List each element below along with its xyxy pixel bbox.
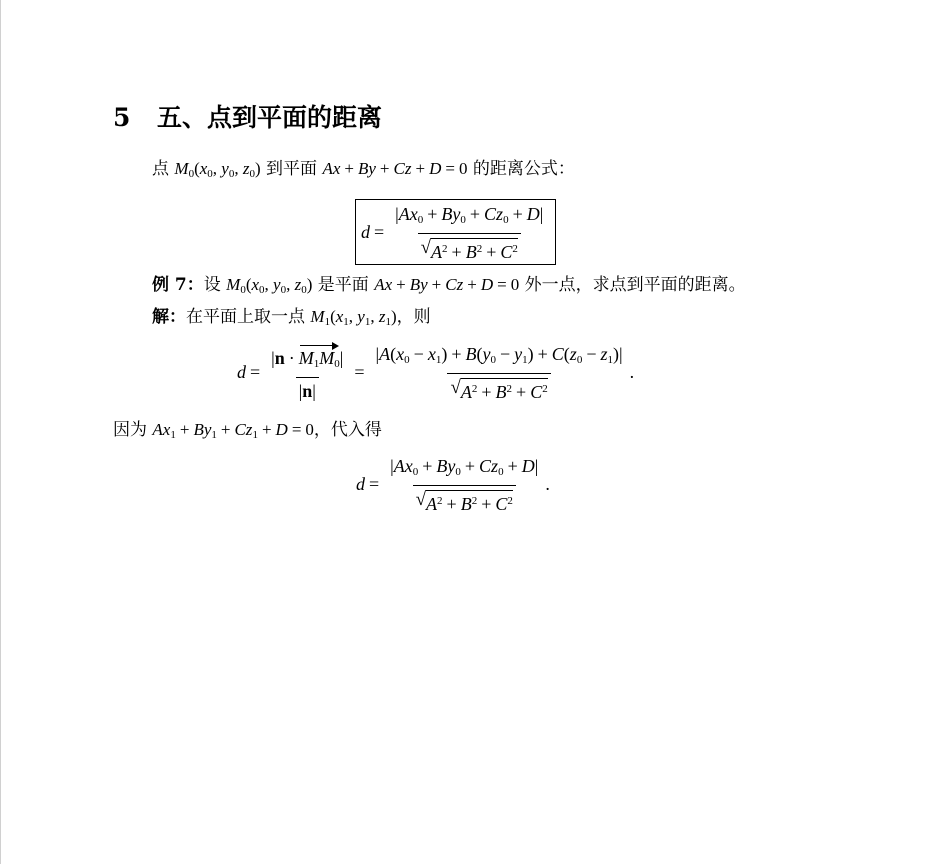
because-equation: $Ax_1 + By_1 + Cz_1 + D = 0$ [152,420,314,441]
point-m0: $M_0(x_0$, $y_0$, $z_0$) [174,159,261,180]
section-heading [113,98,382,138]
section-number: 5 [113,103,131,132]
example-setup-tail: 外一点，求点到平面的距离。 [524,275,746,295]
solution-label: 解： [152,307,186,327]
example-setup-prefix: 设 [203,275,221,295]
intro-line [152,157,575,186]
because-line [113,418,382,447]
because-tail: ，代入得 [313,420,382,440]
final-distance-formula: d = $|Ax_0 + By_0 + Cz_0 + D|$ √ $A^2 + B^2 + C^2$ . [356,456,550,514]
example-line [152,273,746,302]
example-plane: Ax + By + Cz + D = 0 [374,275,520,294]
projection-formula: d = $\frac{|n \cdot M_1M_0|}{|n|}$ = $|A(x_0 - x_1) + B(y_0 - y_1) + C(z_0 - z_1)|$ √ $A^2 + B^2 + C^2$ . [237,344,635,402]
solution-point: $M_1(x_1$, $y_1$, $z_1$) [310,307,397,328]
intro-suffix: 到平面 [266,159,318,179]
boxed-distance-formula: d = $|Ax_0 + By_0 + Cz_0 + D|$ √ $A^2 + B^2 + C^2$ [355,199,556,265]
plane-equation: Ax + By + Cz + D = 0 [322,159,468,178]
solution-line [152,305,431,334]
section-title: 五、点到平面的距离 [157,103,383,132]
example-label: 例 7： [152,275,204,295]
page-edge [0,0,1,864]
because-prefix: 因为 [113,420,147,440]
intro-tail: 的距离公式： [472,159,575,179]
solution-text-prefix: 在平面上取一点 [186,307,305,327]
intro-prefix: 点 [152,159,169,179]
solution-text-tail: ，则 [396,307,431,327]
example-setup-mid: 是平面 [317,275,369,295]
example-point: $M_0(x_0$, $y_0$, $z_0$) [226,275,313,296]
